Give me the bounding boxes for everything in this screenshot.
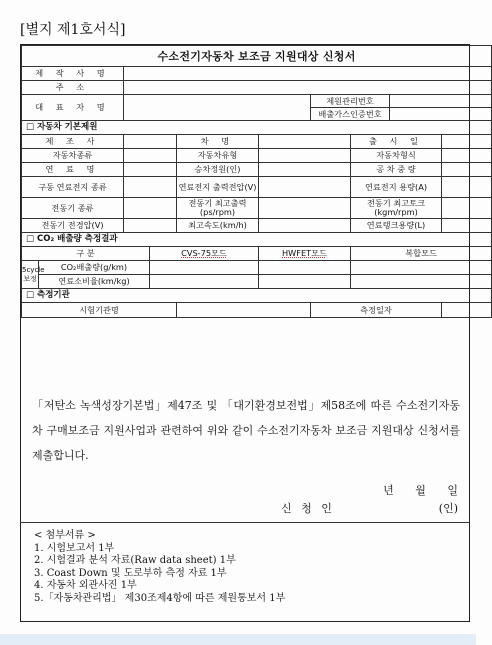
max-torque-label: 전동기 최고토크(kgm/rpm) (351, 198, 442, 219)
max-speed-field[interactable] (259, 219, 351, 233)
cvs-efficiency-field[interactable] (150, 275, 259, 289)
co2-category-header: 구 분 (22, 247, 150, 261)
declaration-text: 「저탄소 녹색성장기본법」제47조 및 「대기환경보전법」제58조에 따른 수소전기자동차 구매보조금 지원사업과 관련하여 위와 같이 수소전기자동차 보조금 지원대상 신청서를 제출합니다. (32, 399, 460, 462)
vehicle-form-field[interactable] (442, 149, 492, 163)
release-date-field[interactable] (442, 135, 492, 149)
ceo-field[interactable] (124, 95, 311, 121)
fuel-cell-voltage-label: 연료전지 출력전압(V) (177, 177, 259, 198)
motor-voltage-label: 전동기 전경압(V) (22, 219, 124, 233)
emission-no-field[interactable] (390, 108, 492, 121)
form-title: 수소전기자동차 보조금 지원대상 신청서 (22, 46, 492, 67)
maker-field[interactable] (124, 135, 177, 149)
spec-no-label: 제원관리번호 (311, 95, 390, 108)
vehicle-type-label: 자동차종류 (22, 149, 124, 163)
seal-label: (인) (438, 502, 458, 515)
address-label: 주 소 (22, 81, 124, 95)
max-torque-field[interactable] (442, 198, 492, 219)
combined-mode-header: 복합모드 (351, 247, 492, 261)
vehicle-category-label: 자동차유형 (177, 149, 259, 163)
tank-capacity-field[interactable] (442, 219, 492, 233)
cvs-emission-field[interactable] (150, 261, 259, 275)
emission-no-label: 배출가스인증번호 (311, 108, 390, 121)
combined-efficiency-field[interactable] (351, 275, 492, 289)
agency-name-label: 시험기관명 (22, 303, 177, 318)
tank-capacity-label: 연료탱크용량(L) (351, 219, 442, 233)
fuel-efficiency-label: 연료소비율(km/kg) (39, 275, 150, 289)
curb-weight-label: 공 차 중 량 (351, 163, 442, 177)
fuel-cell-capacity-field[interactable] (442, 177, 492, 198)
attachment-item: 5.「자동차관리법」 제30조제4항에 따른 제원통보서 1부 (34, 592, 286, 604)
attachment-item: 2. 시험결과 분석 자료(Raw data sheet) 1부 (34, 555, 236, 566)
vehicle-category-field[interactable] (259, 149, 351, 163)
five-cycle-label: 5cycle 보정 (22, 261, 39, 289)
max-power-field[interactable] (259, 198, 351, 219)
vehicle-type-field[interactable] (124, 149, 177, 163)
measure-date-field[interactable] (442, 303, 492, 318)
release-date-label: 출 시 일 (351, 135, 442, 149)
max-power-label: 전동기 최고출력(ps/rpm) (177, 198, 259, 219)
address-field[interactable] (124, 81, 492, 95)
fuel-cell-capacity-label: 연료전지 용량(A) (351, 177, 442, 198)
spec-no-field[interactable] (390, 95, 492, 108)
model-label: 차 명 (177, 135, 259, 149)
agency-section-heading: □ 측정기관 (22, 289, 492, 303)
capacity-field[interactable] (259, 163, 351, 177)
model-field[interactable] (259, 135, 351, 149)
attachment-item: 4. 자동차 외관사진 1부 (34, 580, 137, 591)
hwfet-efficiency-field[interactable] (259, 275, 351, 289)
date-line: 년 월 일 (383, 484, 458, 497)
maker-label: 제 조 사 (22, 135, 124, 149)
window-bottom-strip (0, 634, 476, 645)
capacity-label: 승차정원(인) (177, 163, 259, 177)
vehicle-section-heading: □ 자동차 기본제원 (22, 121, 492, 135)
applicant-label: 신 청 인 (281, 502, 335, 515)
co2-section-heading: □ CO₂ 배출량 측정결과 (22, 233, 492, 247)
fuel-cell-voltage-field[interactable] (259, 177, 351, 198)
manufacturer-name-field[interactable] (124, 67, 492, 81)
cvs-mode-header: CVS-75모드 (150, 247, 259, 261)
hwfet-emission-field[interactable] (259, 261, 351, 275)
attachments-heading: < 첨부서류 > (34, 530, 96, 541)
vehicle-form-label: 자동차형식 (351, 149, 442, 163)
max-speed-label: 최고속도(km/h) (177, 219, 259, 233)
fuel-cell-type-label: 구동 연료전지 종류 (22, 177, 124, 198)
ceo-label: 대 표 자 명 (22, 95, 124, 121)
hwfet-mode-header: HWFET모드 (259, 247, 351, 261)
agency-name-field[interactable] (177, 303, 311, 318)
combined-emission-field[interactable] (351, 261, 492, 275)
attachments-divider (20, 522, 470, 523)
attachment-item: 3. Coast Down 및 도로부하 측정 자료 1부 (34, 567, 227, 579)
form-table (21, 45, 492, 318)
measure-date-label: 측정일자 (311, 303, 442, 318)
co2-emission-label: CO₂배출량(g/km) (39, 261, 150, 275)
attachment-item: 1. 시험보고서 1부 (34, 542, 115, 554)
manufacturer-name-label: 제 작 사 명 (22, 67, 124, 81)
attachments-list (34, 530, 285, 605)
motor-type-label: 전동기 종류 (22, 198, 124, 219)
fuel-cell-type-field[interactable] (124, 177, 177, 198)
curb-weight-field[interactable] (442, 163, 492, 177)
motor-voltage-field[interactable] (124, 219, 177, 233)
form-number-label: [별지 제1호서식] (20, 22, 126, 38)
fuel-label: 연 료 명 (22, 163, 124, 177)
motor-type-field[interactable] (124, 198, 177, 219)
fuel-field[interactable] (124, 163, 177, 177)
